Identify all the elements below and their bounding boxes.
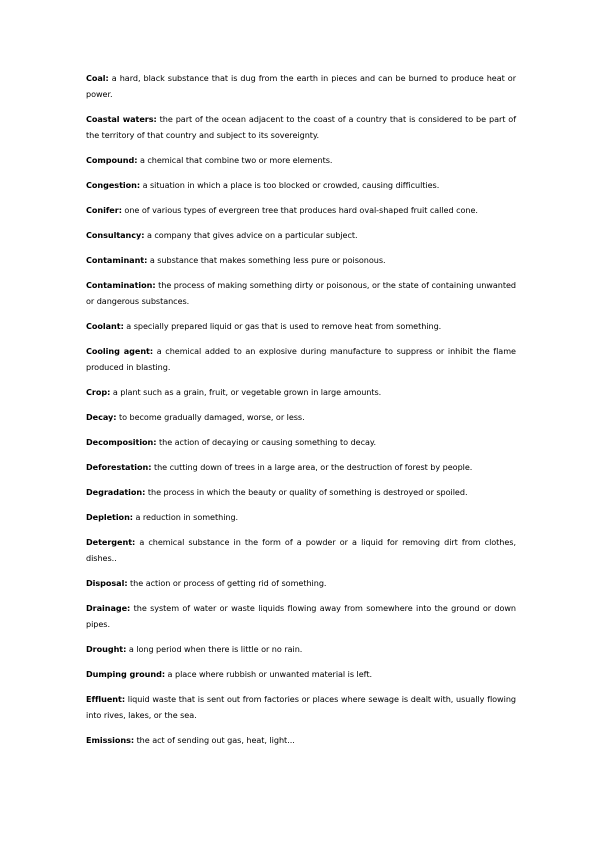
glossary-entry (86, 177, 516, 193)
glossary-page (86, 70, 516, 757)
entry-term: Emissions: (86, 735, 135, 745)
entry-term: Consultancy: (86, 230, 145, 240)
entry-term: Congestion: (86, 180, 141, 190)
glossary-entry (86, 202, 516, 218)
entry-term: Contaminant: (86, 255, 148, 265)
entry-definition: a plant such as a grain, fruit, or vegetable grown in large amounts. (112, 387, 382, 397)
entry-term: Disposal: (86, 578, 128, 588)
glossary-entry (86, 459, 516, 475)
glossary-entry (86, 691, 516, 723)
glossary-entry (86, 252, 516, 268)
entry-term: Drought: (86, 644, 127, 654)
glossary-entry (86, 641, 516, 657)
entry-definition: a substance that makes something less pure or poisonous. (149, 255, 386, 265)
glossary-entry (86, 534, 516, 566)
glossary-entry (86, 384, 516, 400)
glossary-entry (86, 277, 516, 309)
entry-definition: the part of the ocean adjacent to the coast of a country that is considered to be part of the territory of that country and subject to its sovereignty. (86, 114, 517, 140)
glossary-entry (86, 600, 516, 632)
entry-definition: a situation in which a place is too blocked or crowded, causing difficulties. (142, 180, 440, 190)
entry-definition: a chemical that combine two or more elements. (139, 155, 333, 165)
entry-definition: a long period when there is little or no rain. (128, 644, 303, 654)
glossary-entry (86, 343, 516, 375)
entry-term: Coolant: (86, 321, 124, 331)
entry-term: Coastal waters: (86, 114, 157, 124)
entry-definition: a company that gives advice on a particular subject. (146, 230, 358, 240)
entry-definition: the cutting down of trees in a large area, or the destruction of forest by people. (153, 462, 473, 472)
entry-term: Effluent: (86, 694, 126, 704)
glossary-entry (86, 227, 516, 243)
entry-term: Contamination: (86, 280, 156, 290)
glossary-entry (86, 111, 516, 143)
entry-definition: the action or process of getting rid of something. (130, 578, 327, 588)
entry-definition: a hard, black substance that is dug from the earth in pieces and can be burned to produce heat or power. (86, 73, 516, 99)
entry-definition: a specially prepared liquid or gas that is used to remove heat from something. (126, 321, 442, 331)
entry-definition: a chemical added to an explosive during manufacture to suppress or inhibit the flame produced in blasting. (86, 346, 516, 372)
entry-definition: the system of water or waste liquids flowing away from somewhere into the ground or down pipes. (86, 603, 516, 629)
entry-term: Compound: (86, 155, 138, 165)
entry-term: Dumping ground: (86, 669, 166, 679)
entry-term: Decay: (86, 412, 117, 422)
entry-definition: a chemical substance in the form of a powder or a liquid for removing dirt from clothes, dishes.. (86, 537, 516, 563)
entry-definition: liquid waste that is sent out from factories or places where sewage is dealt with, usually flowing into rives, lakes, or the sea. (86, 694, 516, 720)
entry-definition: one of various types of evergreen tree that produces hard oval-shaped fruit called cone. (124, 205, 478, 215)
glossary-entry (86, 152, 516, 168)
entry-term: Decomposition: (86, 437, 157, 447)
entry-definition: a place where rubbish or unwanted material is left. (167, 669, 372, 679)
glossary-entry (86, 509, 516, 525)
entry-definition: a reduction in something. (135, 512, 239, 522)
entry-term: Detergent: (86, 537, 136, 547)
entry-term: Cooling agent: (86, 346, 154, 356)
entry-term: Drainage: (86, 603, 131, 613)
glossary-entry (86, 732, 516, 748)
entry-definition: the action of decaying or causing something to decay. (158, 437, 377, 447)
entry-definition: to become gradually damaged, worse, or less. (118, 412, 305, 422)
entry-term: Conifer: (86, 205, 122, 215)
glossary-entry (86, 434, 516, 450)
glossary-entry (86, 666, 516, 682)
entry-term: Depletion: (86, 512, 133, 522)
entry-term: Degradation: (86, 487, 146, 497)
glossary-entry (86, 409, 516, 425)
entry-term: Deforestation: (86, 462, 152, 472)
entry-definition: the act of sending out gas, heat, light... (136, 735, 295, 745)
entry-term: Crop: (86, 387, 111, 397)
entry-term: Coal: (86, 73, 109, 83)
glossary-entry (86, 70, 516, 102)
entry-definition: the process in which the beauty or quality of something is destroyed or spoiled. (147, 487, 468, 497)
entry-definition: the process of making something dirty or poisonous, or the state of containing unwanted or dangerous substances. (86, 280, 516, 306)
glossary-entry (86, 575, 516, 591)
glossary-entry (86, 318, 516, 334)
glossary-entry (86, 484, 516, 500)
